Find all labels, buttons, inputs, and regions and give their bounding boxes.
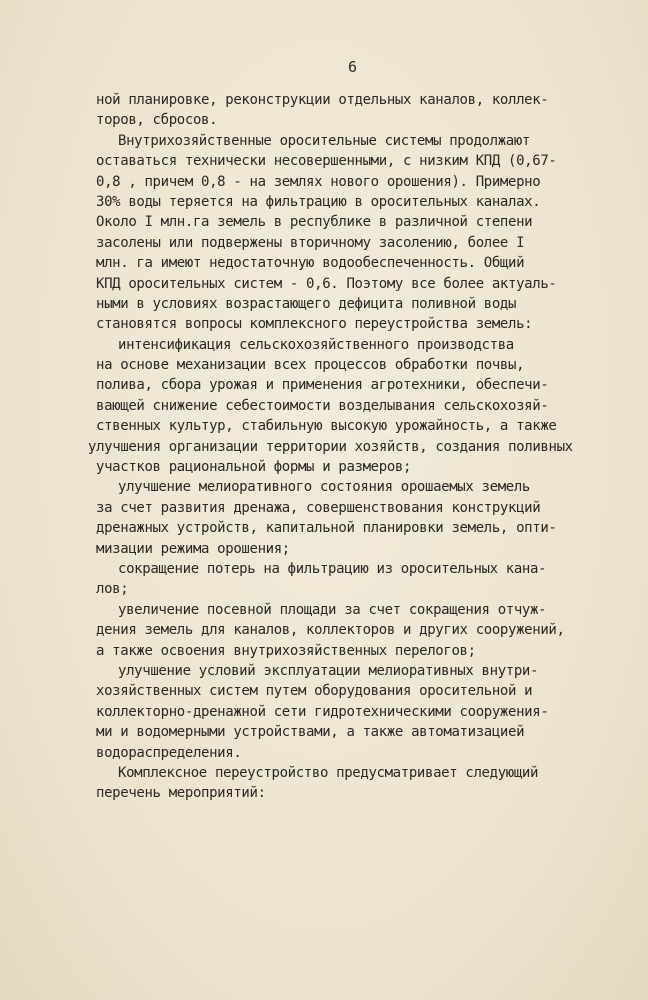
text-line: становятся вопросы комплексного переустройства земель: bbox=[96, 316, 533, 333]
text-line: 30% воды теряется на фильтрацию в оросительных каналах. bbox=[96, 193, 541, 210]
body-text bbox=[88, 90, 576, 804]
text-line: млн. га имеют недостаточную водообеспеченность. Общий bbox=[96, 255, 525, 272]
text-line: вающей снижение себестоимости возделывания сельскохозяй- bbox=[96, 397, 549, 414]
text-line: улучшение условий эксплуатации мелиоративных внутри- bbox=[118, 662, 539, 679]
text-line: на основе механизации всех процессов обработки почвы, bbox=[96, 357, 525, 374]
text-line: ственных культур, стабильную высокую урожайность, а также bbox=[96, 418, 557, 435]
text-line: дренажных устройств, капитальной планировки земель, опти- bbox=[96, 520, 557, 537]
text-line: Около I млн.га земель в республике в различной степени bbox=[96, 214, 533, 231]
text-line: засолены или подвержены вторичному засолению, более I bbox=[96, 234, 525, 251]
text-line: 0,8 , причем 0,8 - на землях нового орошения). Примерно bbox=[96, 173, 541, 190]
text-line: улучшение мелиоративного состояния орошаемых земель bbox=[118, 479, 531, 496]
text-line: лов; bbox=[96, 581, 129, 598]
text-line: торов, сбросов. bbox=[96, 112, 218, 129]
text-line: за счет развития дренажа, совершенствования конструкций bbox=[96, 499, 541, 516]
text-line: Внутрихозяйственные оросительные системы продолжают bbox=[118, 132, 531, 149]
text-line: полива, сбора урожая и применения агротехники, обеспечи- bbox=[96, 377, 549, 394]
text-line: оставаться технически несовершенными, с низким КПД (0,67- bbox=[96, 153, 557, 170]
text-line: хозяйственных систем путем оборудования оросительной и bbox=[96, 683, 533, 700]
text-line: ными в условиях возрастающего дефицита поливной воды bbox=[96, 295, 517, 312]
page-number: 6 bbox=[348, 58, 358, 76]
text-line: участков рациональной формы и размеров; bbox=[96, 459, 412, 476]
text-line: КПД оросительных систем - 0,6. Поэтому все более актуаль- bbox=[96, 275, 557, 292]
text-line: дения земель для каналов, коллекторов и других сооружений, bbox=[96, 622, 565, 639]
text-line: водораспределения. bbox=[96, 744, 242, 761]
text-line: а также освоения внутрихозяйственных перелогов; bbox=[96, 642, 476, 659]
text-line: увеличение посевной площади за счет сокращения отчуж- bbox=[118, 601, 547, 618]
text-line: ми и водомерными устройствами, а также автоматизацией bbox=[96, 724, 525, 741]
text-line: интенсификация сельскохозяйственного производства bbox=[118, 336, 514, 353]
text-line: сокращение потерь на фильтрацию из оросительных кана- bbox=[118, 560, 547, 577]
text-line: улучшения организации территории хозяйств, создания поливных bbox=[88, 438, 573, 455]
text-line: перечень мероприятий: bbox=[96, 785, 266, 802]
text-line: мизации режима орошения; bbox=[96, 540, 290, 557]
text-line: Комплексное переустройство предусматривает следующий bbox=[118, 764, 539, 781]
text-line: ной планировке, реконструкции отдельных каналов, коллек- bbox=[96, 92, 549, 108]
text-line: коллекторно-дренажной сети гидротехническими сооружения- bbox=[96, 703, 549, 720]
